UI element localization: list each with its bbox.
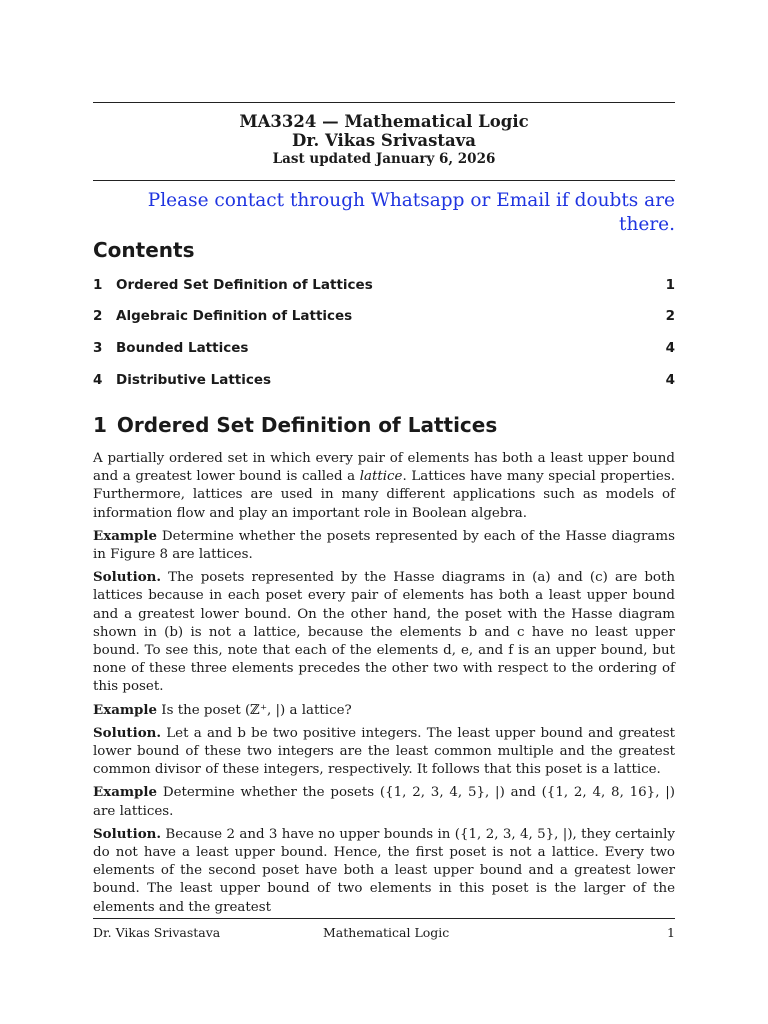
course-title: MA3324 — Mathematical Logic [239, 112, 529, 131]
toc-number: 4 [93, 372, 103, 388]
top-rule [93, 102, 675, 103]
page-footer [93, 925, 675, 941]
contents-heading: Contents [93, 238, 195, 262]
solution-label: Solution. [93, 825, 162, 842]
toc-entry[interactable] [93, 276, 675, 294]
toc-page: 2 [665, 308, 675, 324]
toc-page: 4 [665, 340, 675, 356]
author-name: Dr. Vikas Srivastava [292, 131, 476, 150]
header-bottom-rule [93, 180, 675, 181]
footer-rule [93, 918, 675, 919]
solution-text: Let a and b be two positive integers. The least upper bound and greatest lower bound of these two integers are the least common multiple and the greatest common divisor of these integers, respectively. It follows that this poset is a lattice. [93, 725, 676, 778]
example-label: Example [93, 701, 158, 718]
solution-paragraph [93, 825, 675, 917]
toc-number: 3 [93, 340, 103, 356]
solution-paragraph [93, 724, 675, 780]
section-body [93, 450, 675, 921]
section-number: 1 [93, 413, 107, 437]
toc-number: 1 [93, 277, 103, 293]
text-run: A partially ordered set in which every pair of elements has both a least upper bound and a greatest lower bound is called a [93, 451, 675, 485]
footer-author: Dr. Vikas Srivastava [93, 925, 221, 940]
example-label: Example [93, 784, 158, 801]
example-paragraph [93, 527, 675, 564]
toc-title: Algebraic Definition of Lattices [116, 308, 353, 324]
solution-label: Solution. [93, 569, 162, 586]
section-title: Ordered Set Definition of Lattices [116, 413, 498, 437]
footer-course: Mathematical Logic [323, 925, 450, 940]
solution-label: Solution. [93, 724, 162, 741]
last-updated: Last updated January 6, 2026 [272, 151, 496, 167]
text-run: . Lattices have many special properties. Furthermore, lattices are used in many different applications such as models of information flow and play an important role in Boolean algebra. [93, 469, 675, 521]
solution-text: Because 2 and 3 have no upper bounds in ({1, 2, 3, 4, 5}, |), they certainly do not have a least upper bound. Hence, the first poset is not a lattice. Every two elements of the second poset have both a least upper bound and a greatest lower bound. The least upper bound of two elements in this poset is the larger of the elements and the greatest [93, 826, 675, 915]
example-paragraph [93, 783, 675, 820]
example-paragraph [93, 701, 675, 720]
toc-entry[interactable] [93, 307, 675, 325]
toc-entry[interactable] [93, 339, 675, 357]
toc-page: 1 [665, 277, 675, 293]
footer-page-number: 1 [667, 925, 675, 940]
toc-title: Ordered Set Definition of Lattices [116, 277, 373, 293]
solution-paragraph [93, 568, 675, 696]
solution-text: The posets represented by the Hasse diagrams in (a) and (c) are both lattices because in each poset every pair of elements has both a least upper bound and a greatest lower bound. On the other hand, the poset with the Hasse diagram shown in (b) is not a lattice, because the elements b and c have no least upper bound. To see this, note that each of the elements d, e, and f is an upper bound, but none of these three elements precedes the other two with respect to the ordering of this poset. [93, 570, 675, 695]
example-text: Is the poset (ℤ⁺, |) a lattice? [161, 702, 352, 718]
section-heading [93, 412, 497, 438]
intro-paragraph [93, 450, 675, 523]
toc-title: Bounded Lattices [116, 340, 249, 356]
emphasis-term: lattice [359, 469, 403, 485]
toc-entry[interactable] [93, 371, 675, 389]
example-text: Determine whether the posets represented by each of the Hasse diagrams in Figure 8 are lattices. [93, 528, 675, 563]
example-label: Example [93, 527, 158, 544]
toc-page: 4 [665, 372, 675, 388]
toc-number: 2 [93, 308, 103, 324]
contact-note: Please contact through Whatsapp or Email if doubts are there. [147, 190, 675, 235]
toc-title: Distributive Lattices [116, 372, 272, 388]
example-text: Determine whether the posets ({1, 2, 3, 4, 5}, |) and ({1, 2, 4, 8, 16}, |) are lattices. [93, 785, 675, 819]
